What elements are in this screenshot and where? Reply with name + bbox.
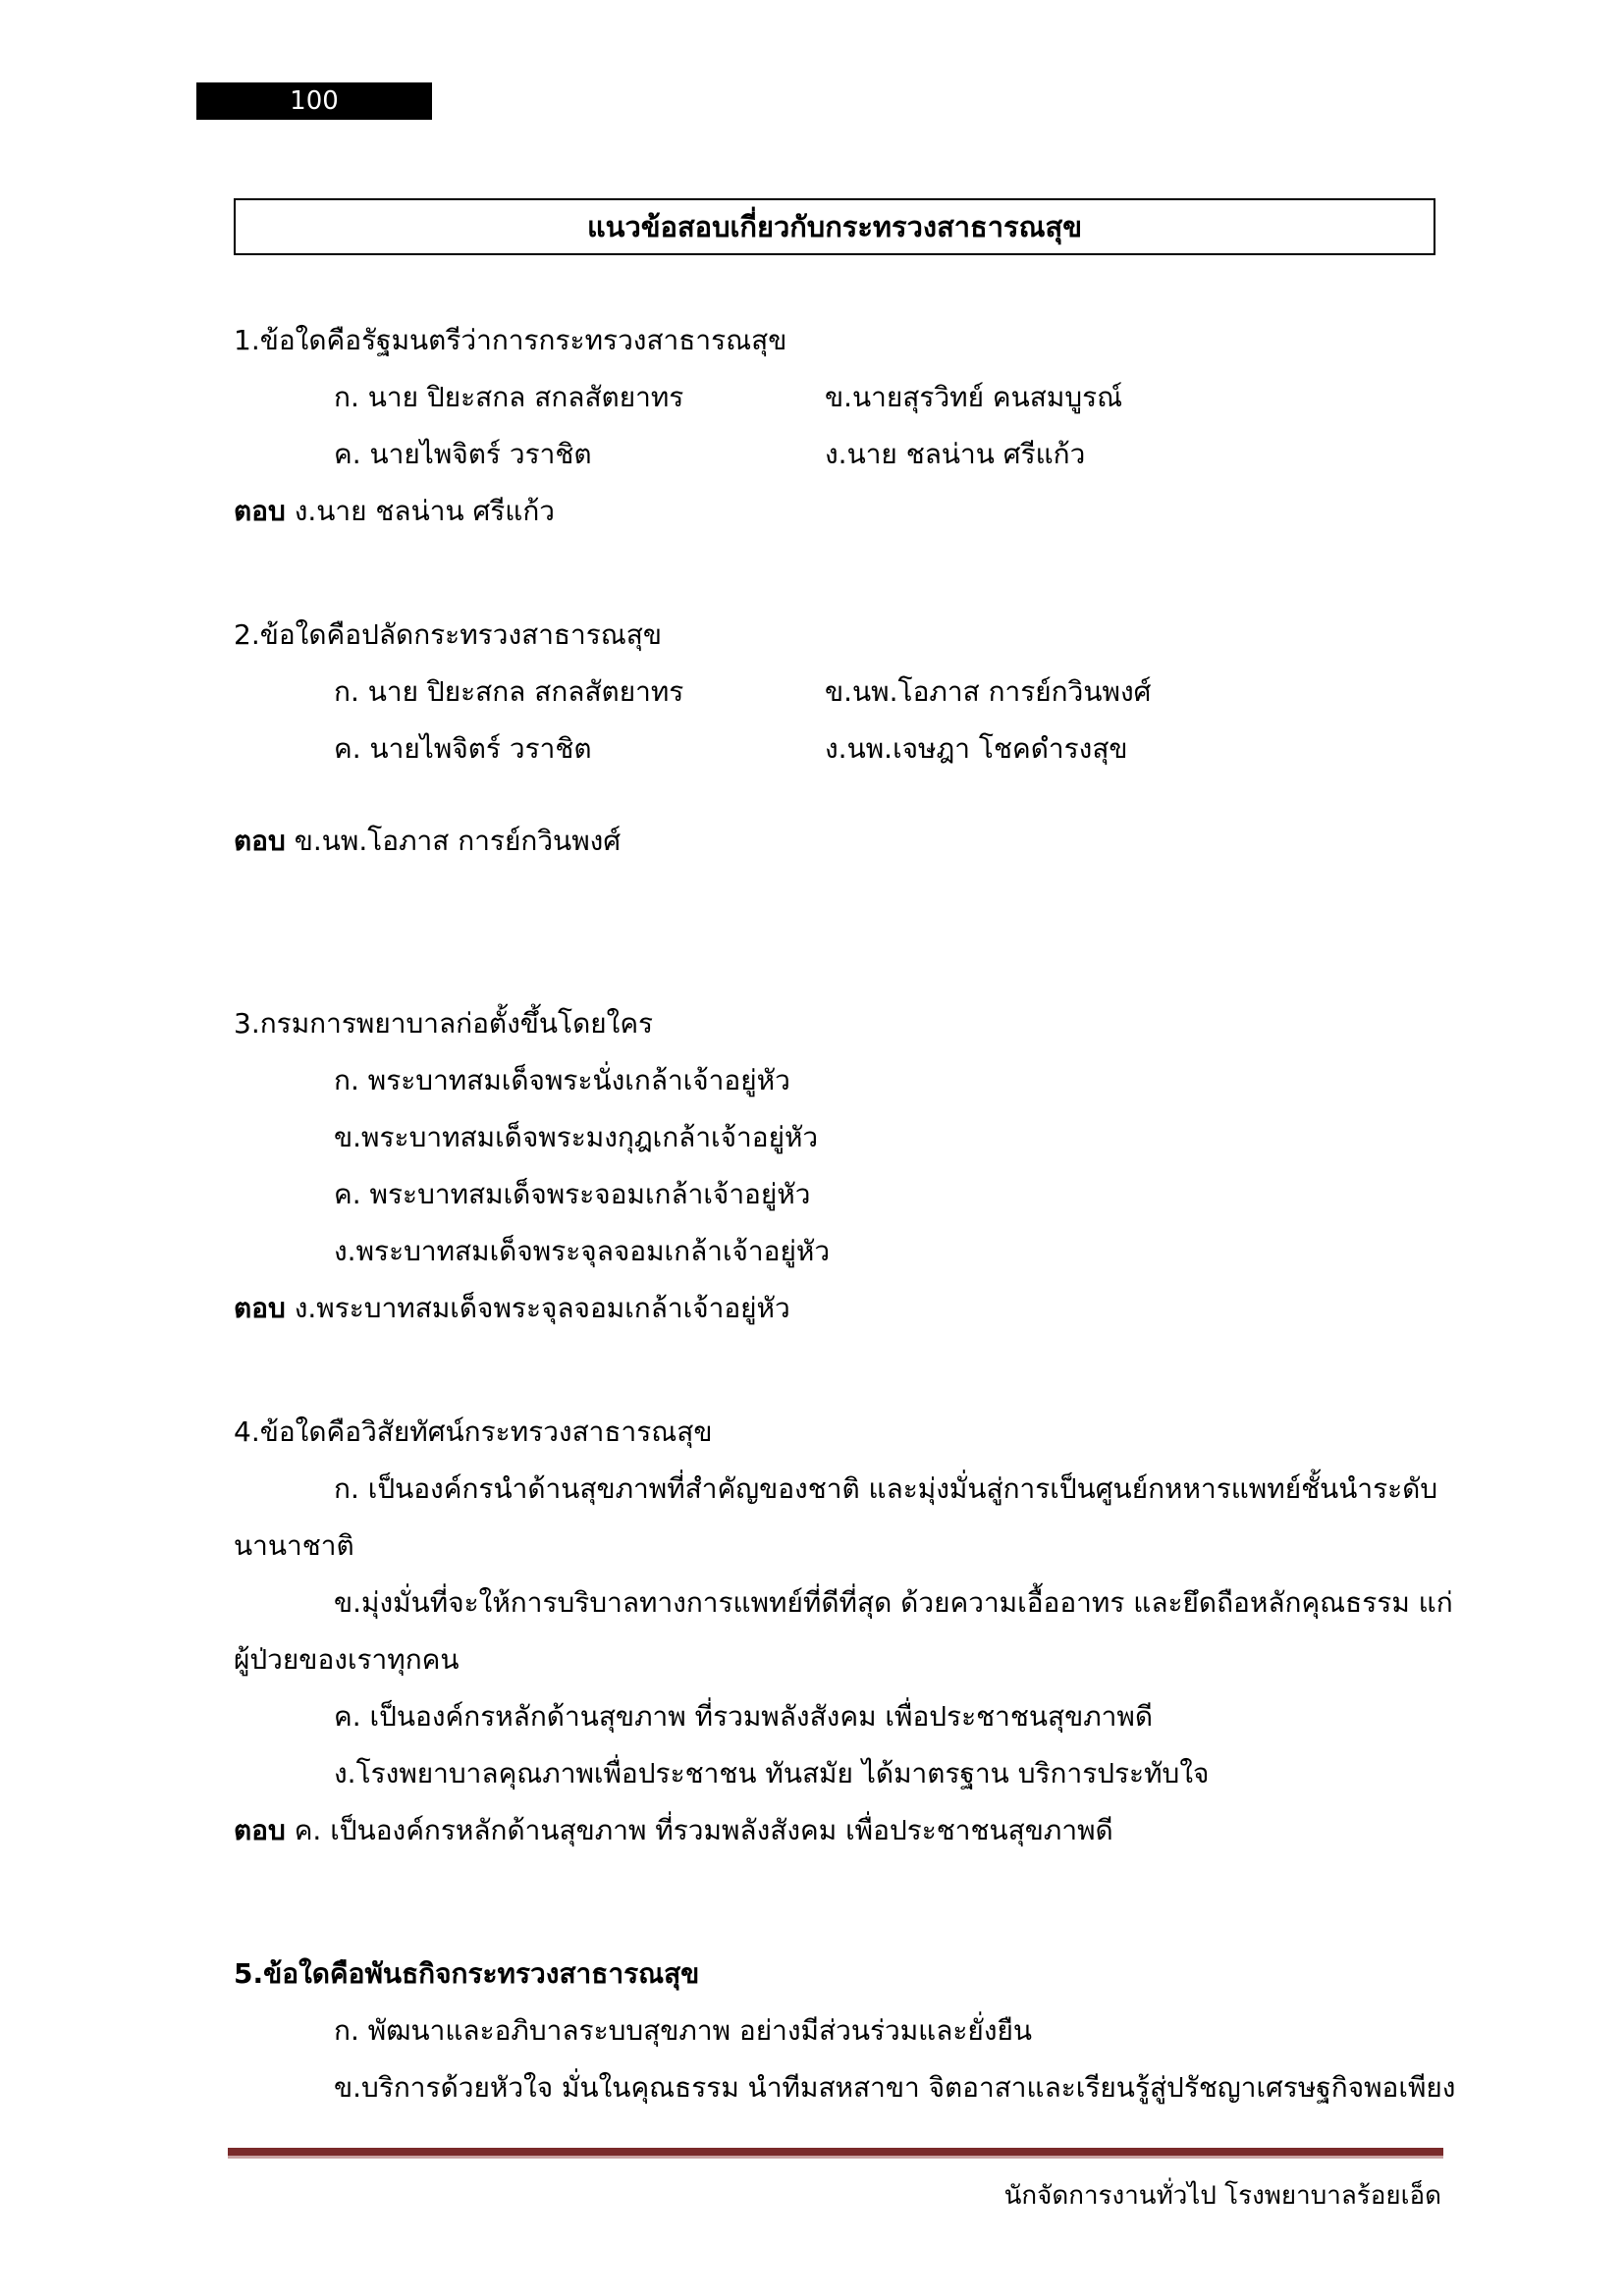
option-a: ก. พระบาทสมเด็จพระนั่งเกล้าเจ้าอยู่หัว [334, 1064, 790, 1096]
option-a: ก. เป็นองค์กรนำด้านสุขภาพที่สำคัญของชาติ และมุ่งมั่นสู่การเป็นศูนย์กหหารแพทย์ชั้นนำระดับ [334, 1472, 1438, 1505]
option-b: ข.มุ่งมั่นที่จะให้การบริบาลทางการแพทย์ที่ดีที่สุด ด้วยความเอื้ออาทร และยึดถือหลักคุณธรรม แก่ [334, 1586, 1453, 1619]
option-c: ค. พระบาทสมเด็จพระจอมเกล้าเจ้าอยู่หัว [334, 1178, 811, 1210]
option-b: ข.นายสุรวิทย์ คนสมบูรณ์ [825, 381, 1123, 413]
answer-text: ข.นพ.โอภาส การย์กวินพงศ์ [294, 825, 622, 857]
question-5: 5.ข้อใดคือพันธกิจกระทรวงสาธารณสุข [234, 1957, 700, 1990]
answer-1 [234, 483, 1451, 540]
option-c: ค. เป็นองค์กรหลักด้านสุขภาพ ที่รวมพลังสังคม เพื่อประชาชนสุขภาพดี [334, 1700, 1154, 1733]
question-1-options-row-2 [234, 426, 1451, 483]
option-b: ข.บริการด้วยหัวใจ มั่นในคุณธรรม นำทีมสหสาขา จิตอาสาและเรียนรู้สู่ปรัชญาเศรษฐกิจพอเพียง [334, 2071, 1456, 2104]
quiz-content [234, 312, 1456, 2116]
option-c: ค. นายไพจิตร์ วราชิต [334, 438, 592, 470]
page-number: 100 [196, 82, 432, 120]
option-d: ง.นพ.เจษฎา โชคดำรงสุข [825, 732, 1128, 765]
answer-label: ตอบ [234, 495, 286, 527]
option-a-continued: นานาชาติ [234, 1529, 354, 1562]
footer-text: นักจัดการงานทั่วไป โรงพยาบาลร้อยเอ็ด [1003, 2181, 1441, 2211]
option-d: ง.นาย ชลน่าน ศรีแก้ว [825, 438, 1086, 470]
question-1-options-row-1 [234, 369, 1451, 426]
question-2-options-row-2 [234, 721, 1451, 777]
answer-text: ง.พระบาทสมเด็จพระจุลจอมเกล้าเจ้าอยู่หัว [294, 1292, 790, 1324]
answer-2 [234, 813, 1451, 870]
option-c: ค. นายไพจิตร์ วราชิต [334, 732, 592, 765]
answer-label: ตอบ [234, 1814, 286, 1846]
question-2-options-row-1 [234, 664, 1451, 721]
option-a: ก. นาย ปิยะสกล สกลสัตยาทร [334, 381, 684, 413]
option-a: ก. นาย ปิยะสกล สกลสัตยาทร [334, 675, 684, 708]
option-d: ง.พระบาทสมเด็จพระจุลจอมเกล้าเจ้าอยู่หัว [334, 1235, 831, 1267]
question-1: 1.ข้อใดคือรัฐมนตรีว่าการกระทรวงสาธารณสุข [234, 324, 787, 356]
question-3: 3.กรมการพยาบาลก่อตั้งขึ้นโดยใคร [234, 1007, 654, 1040]
page-title: แนวข้อสอบเกี่ยวกับกระทรวงสาธารณสุข [234, 198, 1435, 255]
option-b-continued: ผู้ป่วยของเราทุกคน [234, 1643, 460, 1676]
answer-text: ง.นาย ชลน่าน ศรีแก้ว [294, 495, 556, 527]
answer-3 [234, 1280, 1451, 1337]
option-d: ง.โรงพยาบาลคุณภาพเพื่อประชาชน ทันสมัย ได้มาตรฐาน บริการประทับใจ [334, 1757, 1210, 1789]
footer-divider [228, 2148, 1443, 2159]
answer-label: ตอบ [234, 1292, 286, 1324]
answer-text: ค. เป็นองค์กรหลักด้านสุขภาพ ที่รวมพลังสังคม เพื่อประชาชนสุขภาพดี [294, 1814, 1113, 1846]
answer-4 [234, 1802, 1451, 1859]
option-b: ข.นพ.โอภาส การย์กวินพงศ์ [825, 675, 1152, 708]
question-4: 4.ข้อใดคือวิสัยทัศน์กระทรวงสาธารณสุข [234, 1415, 713, 1448]
option-b: ข.พระบาทสมเด็จพระมงกุฎเกล้าเจ้าอยู่หัว [334, 1121, 819, 1153]
question-2: 2.ข้อใดคือปลัดกระทรวงสาธารณสุข [234, 618, 662, 651]
option-a: ก. พัฒนาและอภิบาลระบบสุขภาพ อย่างมีส่วนร่วมและยั่งยืน [334, 2014, 1033, 2047]
answer-label: ตอบ [234, 825, 286, 857]
